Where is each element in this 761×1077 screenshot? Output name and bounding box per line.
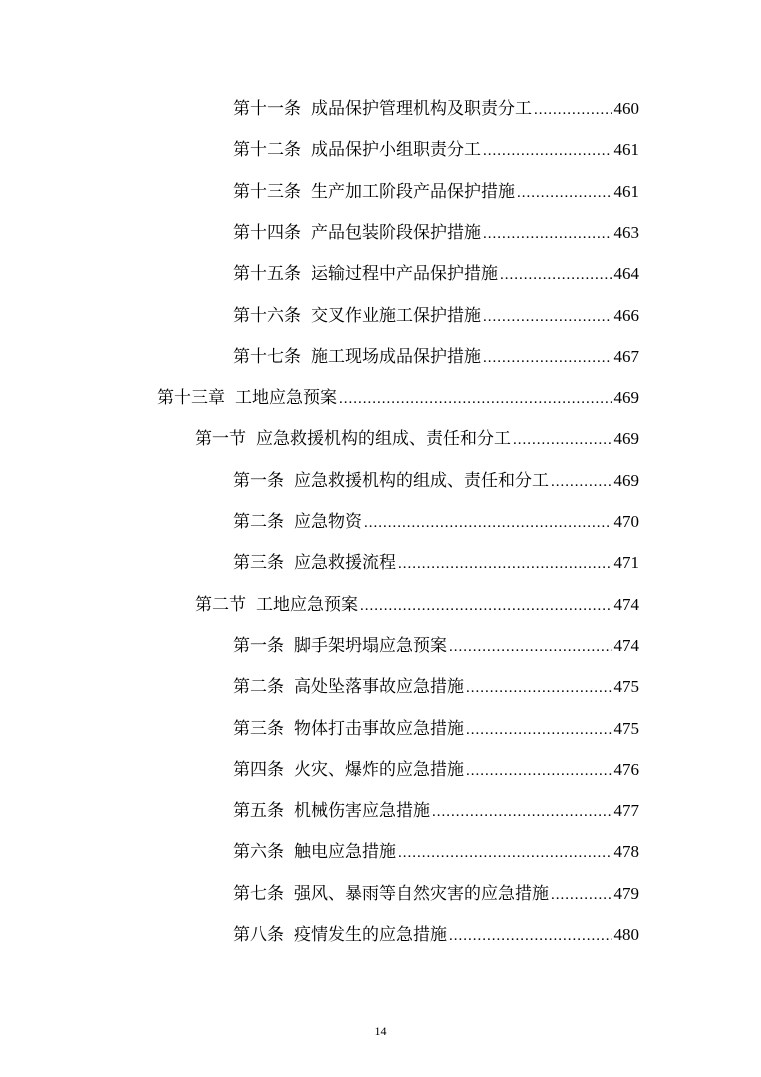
dot-leader [483,345,612,371]
entry-number: 第十一条 [233,99,301,119]
entry-page-number: 477 [613,801,639,820]
dot-leader [449,923,612,949]
entry-number: 第五条 [233,801,284,821]
toc-entry[interactable] [233,137,639,163]
entry-page-number: 475 [613,677,639,696]
toc-entry[interactable] [233,303,639,329]
dot-leader [339,386,612,412]
entry-page-number: 460 [613,99,639,118]
entry-title: 强风、暴雨等自然灾害的应急措施 [294,884,549,904]
entry-number: 第二节 [195,595,246,615]
entry-title: 脚手架坍塌应急预案 [294,636,447,656]
dot-leader [466,758,612,784]
entry-title: 成品保护管理机构及职责分工 [311,99,532,119]
entry-number: 第二条 [233,677,284,697]
dot-leader [483,138,612,164]
toc-entry[interactable] [233,716,639,742]
dot-leader [364,510,612,536]
entry-number: 第七条 [233,884,284,904]
entry-number: 第十六条 [233,306,301,326]
dot-leader [432,799,612,825]
entry-number: 第六条 [233,842,284,862]
toc-entry[interactable] [233,881,639,907]
dot-leader [551,882,612,908]
entry-title: 应急救援机构的组成、责任和分工 [256,429,511,449]
entry-title: 交叉作业施工保护措施 [311,306,481,326]
dot-leader [551,469,612,495]
entry-title: 运输过程中产品保护措施 [311,264,498,284]
entry-number: 第十四条 [233,223,301,243]
entry-title: 疫情发生的应急措施 [294,925,447,945]
entry-title: 高处坠落事故应急措施 [294,677,464,697]
dot-leader [517,180,612,206]
entry-title: 机械伤害应急措施 [294,801,430,821]
entry-number: 第四条 [233,760,284,780]
entry-number: 第十五条 [233,264,301,284]
entry-title: 生产加工阶段产品保护措施 [311,182,515,202]
entry-number: 第十二条 [233,140,301,160]
dot-leader [449,634,612,660]
entry-number: 第一节 [195,429,246,449]
entry-title: 火灾、爆炸的应急措施 [294,760,464,780]
entry-number: 第十三条 [233,182,301,202]
toc-entry[interactable] [233,344,639,370]
entry-number: 第一条 [233,471,284,491]
entry-page-number: 464 [613,264,639,283]
entry-page-number: 469 [613,429,639,448]
toc-entry[interactable] [233,798,639,824]
entry-page-number: 474 [613,636,639,655]
dot-leader [483,304,612,330]
entry-page-number: 463 [613,223,639,242]
dot-leader [398,551,612,577]
entry-number: 第十七条 [233,347,301,367]
toc-entry[interactable] [233,96,639,122]
toc-entry[interactable] [233,220,639,246]
toc-entry[interactable] [233,757,639,783]
dot-leader [466,717,612,743]
entry-number: 第三条 [233,553,284,573]
dot-leader [534,97,612,123]
toc-entry[interactable] [233,922,639,948]
entry-page-number: 471 [613,553,639,572]
toc-entry[interactable] [233,261,639,287]
toc-entry[interactable] [233,633,639,659]
entry-page-number: 461 [613,182,639,201]
entry-page-number: 467 [613,347,639,366]
dot-leader [398,840,612,866]
entry-page-number: 474 [613,595,639,614]
entry-title: 应急救援流程 [294,553,396,573]
toc-entry[interactable] [195,592,639,618]
toc-entry[interactable] [233,550,639,576]
dot-leader [500,262,612,288]
entry-page-number: 470 [613,512,639,531]
toc-entry[interactable] [233,468,639,494]
entry-number: 第八条 [233,925,284,945]
dot-leader [466,675,612,701]
entry-title: 触电应急措施 [294,842,396,862]
dot-leader [513,427,612,453]
entry-page-number: 480 [613,925,639,944]
toc-entry[interactable] [195,426,639,452]
entry-page-number: 475 [613,719,639,738]
entry-number: 第十三章 [157,388,225,408]
entry-number: 第三条 [233,719,284,739]
entry-page-number: 469 [613,388,639,407]
dot-leader [483,221,612,247]
entry-title: 产品包装阶段保护措施 [311,223,481,243]
toc-entry[interactable] [233,839,639,865]
entry-title: 工地应急预案 [256,595,358,615]
entry-title: 应急物资 [294,512,362,532]
entry-number: 第一条 [233,636,284,656]
entry-page-number: 469 [613,471,639,490]
toc-entry[interactable] [233,509,639,535]
entry-title: 物体打击事故应急措施 [294,719,464,739]
entry-title: 成品保护小组职责分工 [311,140,481,160]
toc-entry[interactable] [233,674,639,700]
entry-page-number: 478 [613,842,639,861]
entry-title: 工地应急预案 [235,388,337,408]
entry-page-number: 461 [613,140,639,159]
toc-entry[interactable] [233,179,639,205]
entry-title: 施工现场成品保护措施 [311,347,481,367]
entry-page-number: 479 [613,884,639,903]
entry-title: 应急救援机构的组成、责任和分工 [294,471,549,491]
entry-page-number: 476 [613,760,639,779]
dot-leader [360,593,612,619]
toc-entry[interactable] [157,385,639,411]
page-number: 14 [374,1024,387,1038]
entry-number: 第二条 [233,512,284,532]
entry-page-number: 466 [613,306,639,325]
